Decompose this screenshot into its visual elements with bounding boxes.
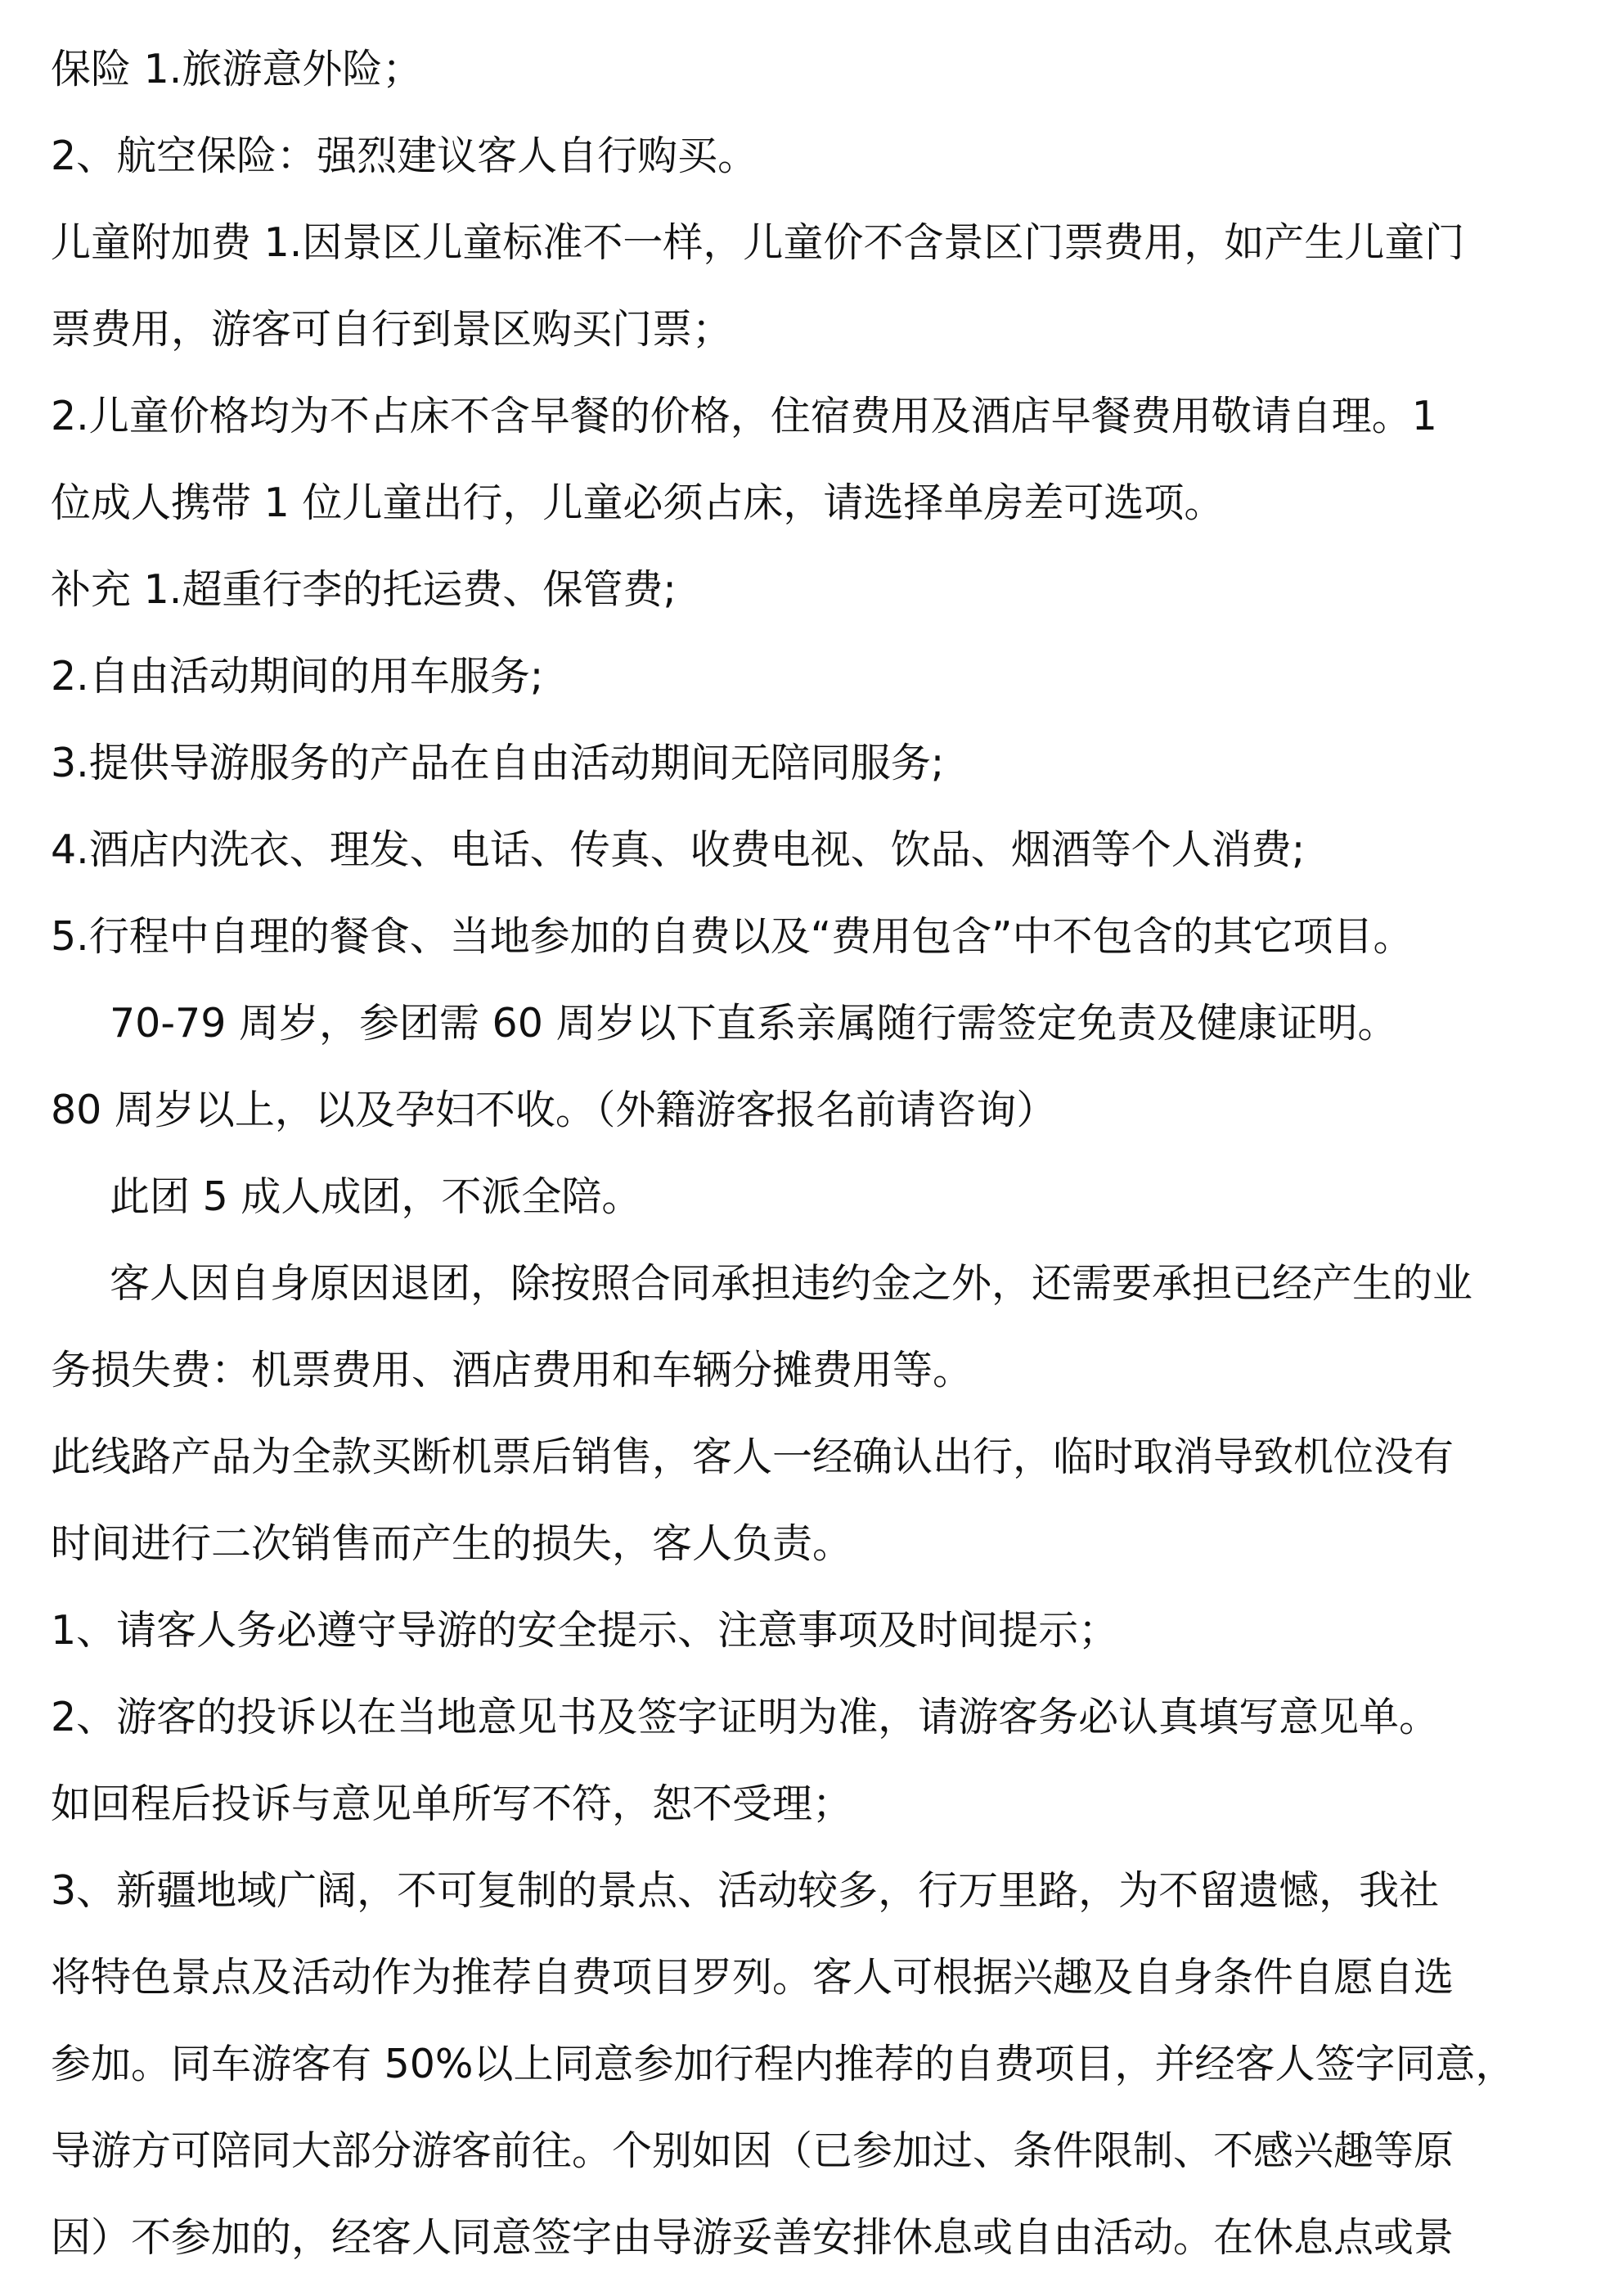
text-line: 时间进行二次销售而产生的损失，客人负责。 (51, 1520, 853, 1567)
text-line: 3、新疆地域广阔，不可复制的景点、活动较多，行万里路，为不留遗憾，我社 (51, 1867, 1440, 1914)
text-line: 客人因自身原因退团，除按照合同承担违约金之外，还需要承担已经产生的业 (110, 1260, 1473, 1307)
text-line: 2、游客的投诉以在当地意见书及签字证明为准，请游客务必认真填写意见单。 (51, 1694, 1440, 1740)
text-line: 5.行程中自理的餐食、当地参加的自费以及“费用包含”中不包含的其它项目。 (51, 913, 1414, 960)
text-line: 2.儿童价格均为不占床不含早餐的价格，住宿费用及酒店早餐费用敬请自理。1 (51, 393, 1437, 439)
text-line: 儿童附加费 1.因景区儿童标准不一样，儿童价不含景区门票费用，如产生儿童门 (51, 219, 1465, 266)
text-line: 务损失费：机票费用、酒店费用和车辆分摊费用等。 (51, 1347, 973, 1393)
text-line: 将特色景点及活动作为推荐自费项目罗列。客人可根据兴趣及自身条件自愿自选 (51, 1954, 1454, 2001)
text-line: 70-79 周岁，参团需 60 周岁以下直系亲属随行需签定免责及健康证明。 (110, 1000, 1398, 1047)
text-line: 80 周岁以上，以及孕妇不收。（外籍游客报名前请咨询） (51, 1087, 1057, 1133)
text-line: 3.提供导游服务的产品在自由活动期间无陪同服务; (51, 740, 945, 786)
text-line: 因）不参加的，经客人同意签字由导游妥善安排休息或自由活动。在休息点或景 (51, 2214, 1454, 2261)
text-line: 位成人携带 1 位儿童出行，儿童必须占床，请选择单房差可选项。 (51, 479, 1225, 526)
text-line: 4.酒店内洗衣、理发、电话、传真、收费电视、饮品、烟酒等个人消费; (51, 826, 1306, 873)
text-line: 此团 5 成人成团，不派全陪。 (110, 1173, 642, 1220)
text-line: 如回程后投诉与意见单所写不符，恕不受理； (51, 1781, 853, 1827)
text-line: 票费用，游客可自行到景区购买门票； (51, 306, 733, 353)
text-line: 参加。同车游客有 50%以上同意参加行程内推荐的自费项目，并经客人签字同意， (51, 2041, 1516, 2087)
text-line: 补充 1.超重行李的托运费、保管费; (51, 566, 677, 613)
text-line: 2、航空保险：强烈建议客人自行购买。 (51, 133, 758, 179)
text-line: 导游方可陪同大部分游客前往。个别如因（已参加过、条件限制、不感兴趣等原 (51, 2127, 1454, 2174)
text-line: 1、请客人务必遵守导游的安全提示、注意事项及时间提示； (51, 1607, 1119, 1654)
text-line: 2.自由活动期间的用车服务; (51, 653, 544, 700)
text-line: 此线路产品为全款买断机票后销售，客人一经确认出行，临时取消导致机位没有 (51, 1434, 1454, 1480)
text-line: 保险 1.旅游意外险； (51, 46, 423, 92)
